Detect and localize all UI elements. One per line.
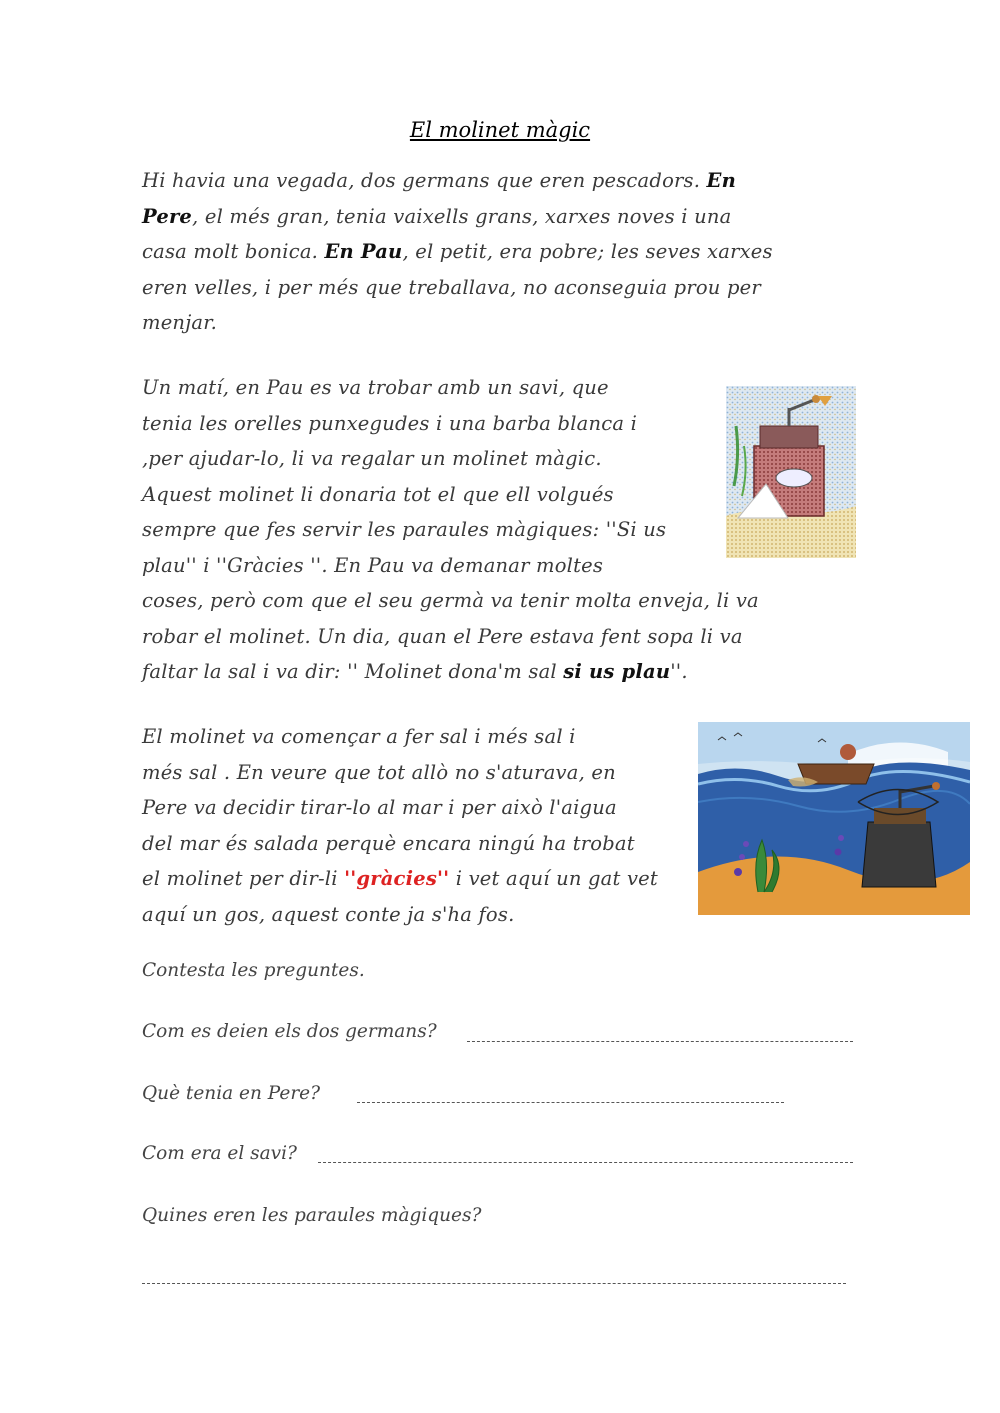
paragraph-3: El molinet va començar a fer sal i més sal i més sal . En veure que tot allò no s'aturava, en Pere va decidir tirar-lo al mar i per això l'aigua del mar és salada perquè encara ningú ha trobat el molinet per dir-li ''gràcies'' i vet aquí un gat vet aquí un gos, aquest conte ja s'ha fos. [142,725,658,926]
answer-field-4[interactable] [142,1283,846,1284]
paragraph-1: Hi havia una vegada, dos germans que eren pescadors. En Pere, el més gran, tenia vaixells grans, xarxes noves i una casa molt bonica. En Pau, el petit, era pobre; les seves xarxes eren velles, i per més que treballava, no aconseguia prou per menjar. [142,169,773,334]
sea-boat-illustration [698,722,970,915]
answer-field-3[interactable] [318,1162,853,1163]
question-1: Com es deien els dos germans? [142,1021,437,1042]
page-title: El molinet màgic [409,118,591,142]
questions-intro: Contesta les preguntes. [142,960,365,981]
grinder-illustration [726,386,856,558]
gracies-highlight: ''gràcies'' [344,867,450,890]
answer-field-2[interactable] [357,1102,784,1103]
question-3: Com era el savi? [142,1143,297,1164]
paragraph-2: Un matí, en Pau es va trobar amb un savi, que tenia les orelles punxegudes i una barba blanca i ,per ajudar-lo, li va regalar un molinet màgic. Aquest molinet li donaria tot el que ell volgués sempre que fes servir les paraules màgiques: ''Si us plau'' i ''Gràcies ''. En Pau va demanar moltes coses, però com que el seu germà va tenir molta enveja, li va robar el molinet. Un dia, quan el Pere estava fent sopa li va faltar la sal i va dir: '' Molinet dona'm sal si us plau''. [142,376,759,683]
answer-field-1[interactable] [467,1041,853,1042]
question-2: Què tenia en Pere? [142,1083,321,1104]
question-4: Quines eren les paraules màgiques? [142,1205,482,1226]
